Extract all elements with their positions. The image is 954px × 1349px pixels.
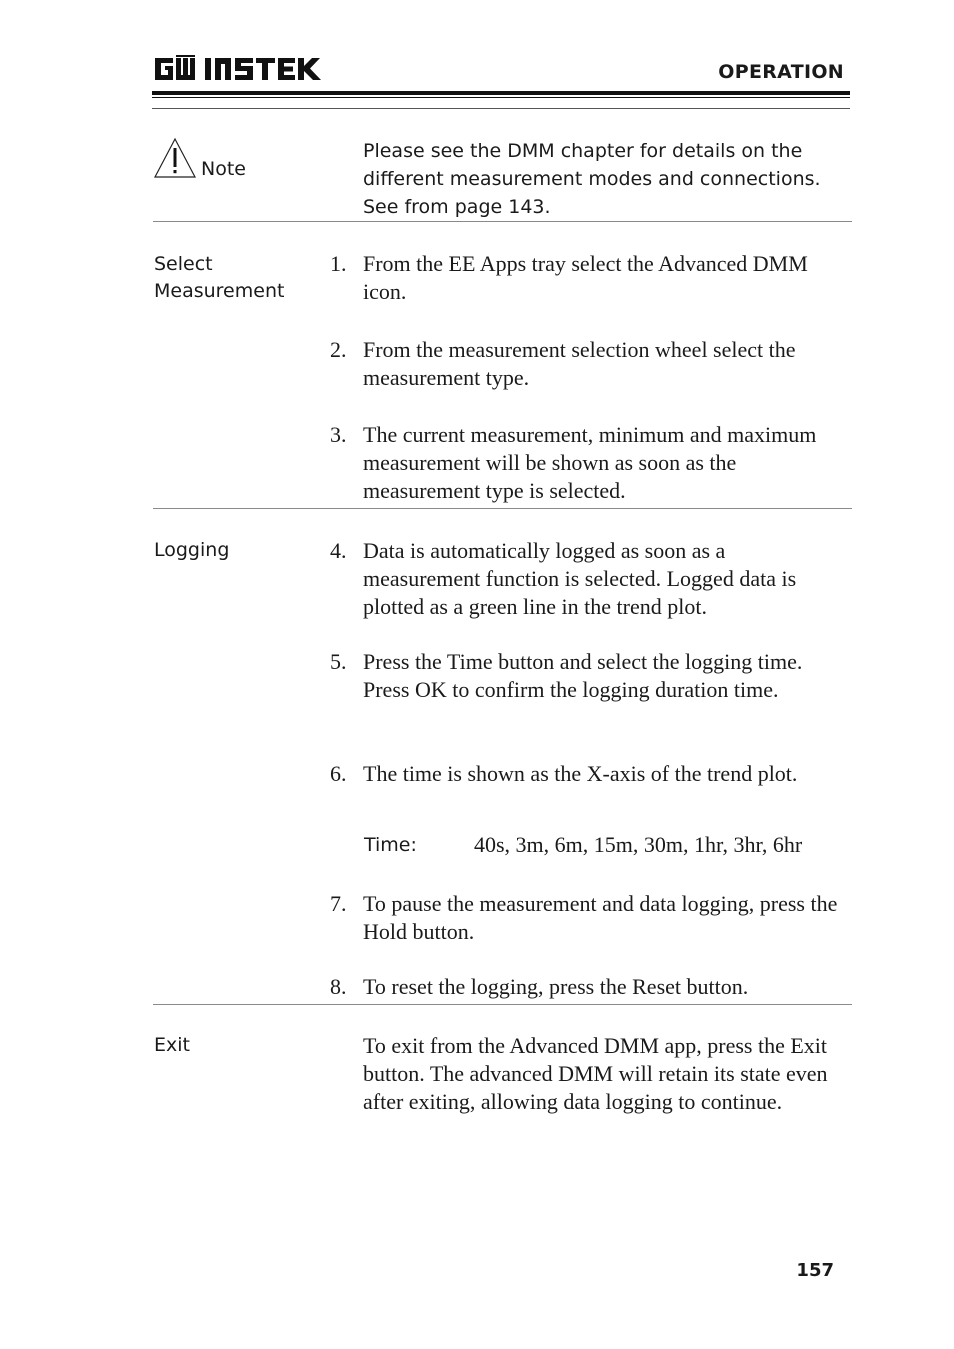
gw-instek-logo — [153, 54, 323, 84]
warning-triangle-icon — [153, 137, 197, 179]
step-text: From the measurement selection wheel select the measurement type. — [363, 337, 796, 390]
step-number: 8. — [330, 974, 347, 999]
step-text: To reset the logging, press the Reset button. — [363, 974, 749, 999]
step-number: 6. — [330, 761, 347, 786]
header-rule-thick — [152, 91, 850, 95]
section-divider — [153, 221, 852, 222]
note-label: Note — [201, 158, 246, 180]
side-label-select-measurement — [154, 251, 304, 305]
step-text: The time is shown as the X-axis of the trend plot. — [363, 761, 798, 786]
note-line: See from page 143. — [363, 196, 551, 218]
step-text: Data is automatically logged as soon as a measurement function is selected. Logged data is plotted as a green line in the trend plot. — [363, 538, 797, 619]
step-text: Press the Time button and select the logging time. Press OK to confirm the logging duration time. — [363, 649, 803, 702]
step-text: From the EE Apps tray select the Advanced DMM icon. — [363, 251, 808, 304]
exit-paragraph: To exit from the Advanced DMM app, press the Exit button. The advanced DMM will retain its state even after exiting, allowing data logging to continue. — [363, 1033, 828, 1114]
section-divider — [153, 1004, 852, 1005]
step-text: To pause the measurement and data logging, press the Hold button. — [363, 891, 838, 944]
note-text — [363, 137, 833, 221]
page-number: 157 — [796, 1260, 834, 1281]
side-label-line: Measurement — [154, 280, 285, 302]
note-line: Please see the DMM chapter for details on the — [363, 140, 803, 162]
step-number: 1. — [330, 251, 347, 276]
step-text: The current measurement, minimum and maximum measurement will be shown as soon as the measurement type is selected. — [363, 422, 817, 503]
note-line: different measurement modes and connections. — [363, 168, 821, 190]
time-values: 40s, 3m, 6m, 15m, 30m, 1hr, 3hr, 6hr — [474, 832, 803, 857]
side-label-line: Select — [154, 253, 213, 275]
side-label-logging: Logging — [154, 539, 230, 561]
side-label-exit: Exit — [154, 1034, 190, 1056]
time-label: Time: — [364, 834, 417, 856]
step-number: 4. — [330, 538, 347, 563]
step-number: 2. — [330, 337, 347, 362]
step-number: 3. — [330, 422, 347, 447]
section-divider — [153, 508, 852, 509]
header-rule-thin-lower — [152, 108, 850, 109]
header-rule-thin — [152, 97, 850, 98]
step-number: 5. — [330, 649, 347, 674]
step-number: 7. — [330, 891, 347, 916]
section-title: OPERATION — [718, 61, 844, 83]
